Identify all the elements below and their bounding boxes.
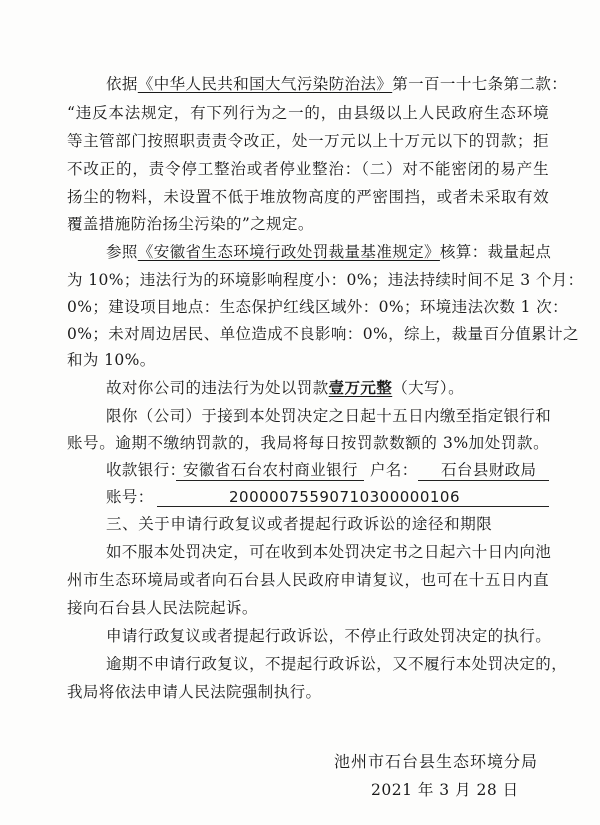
- payee-name: 石台县财政局: [441, 461, 537, 479]
- p1-line-1: [106, 74, 567, 94]
- p1-colon: ：: [551, 75, 568, 93]
- issue-date: 2021 年 3 月 28 日: [371, 781, 519, 799]
- bank-name: 安徽省石台农村商业银行: [183, 461, 358, 479]
- rule-title: 《安徽省生态环境行政处罚裁量基准规定》: [137, 243, 440, 261]
- p1-line-4: 不改正的，责令停工整治或者停业整治：（二）对不能密闭的易产生: [67, 160, 549, 178]
- p4-line-1: 限你（公司）于接到本处罚决定之日起十五日内缴至指定银行和: [106, 407, 552, 425]
- p2-line-1: [106, 242, 551, 262]
- section-3-title: 三、关于申请行政复议或者提起行政诉讼的途径和期限: [106, 515, 493, 533]
- p1-line-2: “违反本法规定，有下列行为之一的，由县级以上人民政府生态环境: [67, 104, 549, 122]
- p2-line-2: 为 10%；违法行为的环境影响程度小：0%；违法持续时间不足 3 个月：: [67, 271, 584, 289]
- p1-line-6: 覆盖措施防治扬尘污染的”之规定。: [67, 215, 314, 233]
- bank-label: 收款银行：: [106, 461, 186, 479]
- p3-lead: 故对你公司的违法行为处以罚款: [106, 379, 329, 397]
- bank-name-underline: [176, 480, 364, 481]
- p1-line-3: 等主管部门按照职责责令改正，处一万元以上十万元以下的罚款；拒: [67, 132, 549, 150]
- p7-line-1: 逾期不申请行政复议，不提起行政诉讼，又不履行本处罚决定的，: [106, 655, 568, 673]
- p5-line-2: 州市生态环境局或者向石台县人民政府申请复议，也可在十五日内直: [67, 571, 549, 589]
- p3-line-1: [106, 378, 464, 398]
- p1-lead: 依据: [106, 75, 138, 93]
- account-label: 账号：: [106, 488, 154, 506]
- payee-underline: [418, 480, 549, 481]
- p4-line-2: 账号。逾期不缴纳罚款的，我局将每日按罚款数额的 3%加处罚款。: [67, 434, 549, 452]
- payee-label: 户名：: [370, 461, 418, 479]
- p2-lead: 参照: [106, 243, 138, 261]
- p5-line-3: 接向石台县人民法院起诉。: [67, 599, 258, 617]
- p2-line-5: 和为 10%。: [67, 351, 156, 369]
- p3-tail: （大写）。: [392, 379, 464, 397]
- p7-line-2: 我局将依法申请人民法院强制执行。: [67, 683, 322, 701]
- p2-line-4: 0%；未对周边居民、单位造成不良影响：0%，综上，裁量百分值累计之: [67, 325, 579, 343]
- law-article: 第一百一十七条第二款: [392, 75, 552, 93]
- issuing-organization: 池州市石台县生态环境分局: [334, 752, 539, 771]
- fine-amount: 壹万元整: [328, 379, 393, 397]
- account-underline: [157, 506, 549, 507]
- p2-line-1-rest: 核算：裁量起点: [439, 243, 552, 261]
- p6-line-1: 申请行政复议或者提起行政诉讼，不停止行政处罚决定的执行。: [106, 627, 552, 645]
- law-title: 《中华人民共和国大气污染防治法》: [137, 75, 393, 93]
- p5-line-1: 如不服本处罚决定，可在收到本处罚决定书之日起六十日内向池: [106, 543, 552, 561]
- p2-line-3: 0%；建设项目地点：生态保护红线区域外：0%；环境违法次数 1 次：: [67, 298, 568, 316]
- account-number: 20000075590710300000106: [229, 488, 460, 506]
- p1-line-5: 扬尘的物料，未设置不低于堆放物高度的严密围挡，或者未采取有效: [67, 188, 549, 206]
